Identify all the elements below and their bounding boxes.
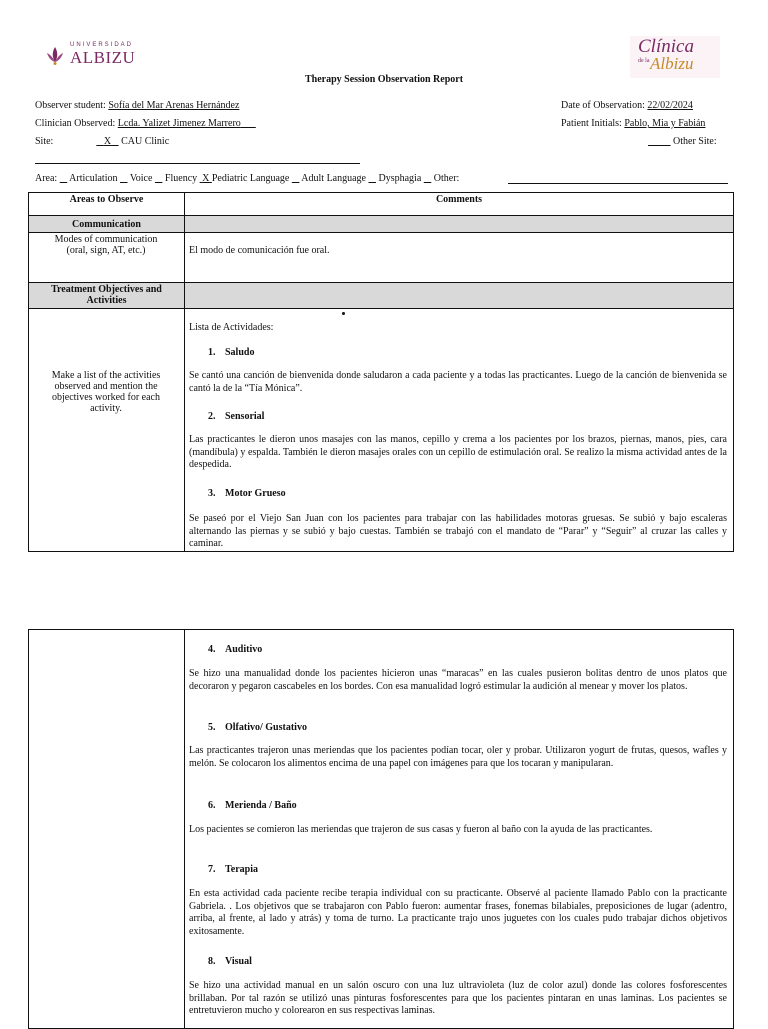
observer-label: Observer student: <box>35 100 106 111</box>
other-site-line <box>648 136 717 148</box>
activity-6-text: Los pacientes se comieron las meriendas que trajeron de sus casas y fueron al baño con la ayuda de las practicantes. <box>189 824 653 835</box>
activity-list-title: Lista de Actividades: <box>189 322 274 333</box>
site-label: Site: <box>35 136 54 147</box>
clinician-value: Lcda. Yalizet Jimenez Marrero <box>117 118 241 129</box>
activity-8-name: Visual <box>225 956 252 967</box>
activity-3-text: Se paseó por el Viejo San Juan con los pacientes para trabajar con las habilidades motoras gruesas. Se subió y bajo escaleras alternando las piernas y se subió y bajo cuestas. También se trabajó con el mandato de “Parar” y “Seguir” al cruzar las calles y caminar. <box>189 513 727 549</box>
area-voice: Voice <box>129 173 153 184</box>
date-line <box>561 100 693 112</box>
patient-line <box>561 118 705 130</box>
area-pediatric-mark: X <box>202 173 210 184</box>
activity-2-name: Sensorial <box>225 411 265 422</box>
table-column-divider <box>184 629 185 1029</box>
activity-5-title <box>208 722 307 733</box>
activity-4-name: Auditivo <box>225 644 263 655</box>
col-areas-header: Areas to Observe <box>69 194 144 205</box>
activity-6-title <box>208 800 297 811</box>
objectives-shade <box>185 283 733 308</box>
communication-shade <box>185 216 733 232</box>
activity-3-name: Motor Grueso <box>225 488 286 499</box>
albizu-university-logo <box>44 40 154 70</box>
observer-value: Sofía del Mar Arenas Hernández <box>108 100 240 111</box>
lotus-icon <box>44 44 66 66</box>
activity-3-title <box>208 488 286 499</box>
area-pediatric: Pediatric Language <box>211 173 290 184</box>
header-rule <box>35 163 360 164</box>
stray-dot <box>342 312 345 315</box>
activity-8-text: Se hizo una actividad manual en un salón oscuro con una luz ultravioleta (luz de color azul) donde las colores fosforescentes brillaban. Por tal razón se utilizó unas pinturas fosforescentes para que los pacientes pintaran en unas laminas. Los pacientes se entretuvieron mucho y colorearon en sus respectivas laminas. <box>189 980 727 1016</box>
date-label: Date of Observation: <box>561 100 645 111</box>
activity-1-name: Saludo <box>225 347 255 358</box>
activity-6-name: Merienda / Baño <box>225 800 297 811</box>
site-options: CAU Clinic <box>121 136 170 147</box>
area-adult: Adult Language <box>301 173 366 184</box>
table-column-divider <box>184 192 185 552</box>
activity-5-text: Las practicantes trajeron unas meriendas que los pacientes podían tocar, oler y probar. Utilizaron yogurt de frutas, quesos, wafles y melón. Se colocaron los alimentos encima de una papel con imágenes para que los tocaran y manipularan. <box>189 745 727 769</box>
modes-comment: El modo de comunicación fue oral. <box>189 245 330 256</box>
patient-label: Patient Initials: <box>561 118 622 129</box>
activity-8-title <box>208 956 252 967</box>
activity-3-number: 3. <box>208 488 216 499</box>
activity-4-number: 4. <box>208 644 216 655</box>
logo-dela-text: de la <box>638 58 650 64</box>
logo-albizu-script-text: Albizu <box>650 54 694 73</box>
observer-line <box>35 100 239 112</box>
table-row-divider <box>28 232 734 233</box>
activity-7-number: 7. <box>208 864 216 875</box>
other-site-label: Other Site: <box>673 136 717 147</box>
col-comments-header: Comments <box>435 194 483 205</box>
area-articulation: Articulation <box>69 173 118 184</box>
table-row-divider <box>28 308 734 309</box>
activity-2-number: 2. <box>208 411 216 422</box>
area-dysphagia: Dysphagia <box>378 173 422 184</box>
activity-2-text: Las practicantes le dieron unos masajes con las manos, cepillo y crema a los pacientes por los brazos, piernas, manos, pies, cara (mandíbula) y espalda. También le dieron masajes orales con un cepillo de estimulación oral. Se realizo la misma actividad antes de la despedida. <box>189 434 727 470</box>
activity-5-number: 5. <box>208 722 216 733</box>
activity-5-name: Olfativo/ Gustativo <box>225 722 307 733</box>
activity-1-number: 1. <box>208 347 216 358</box>
other-rule <box>508 183 728 184</box>
objectives-header: Treatment Objectives and Activities <box>51 284 162 306</box>
activity-7-title <box>208 864 258 875</box>
activity-4-title <box>208 644 262 655</box>
logo-clinica-text: Clínica <box>638 36 694 57</box>
communication-header: Communication <box>72 219 141 230</box>
site-line <box>35 136 169 148</box>
logo-albizu-text: ALBIZU <box>70 48 136 67</box>
area-other: Other: <box>433 173 460 184</box>
report-title: Therapy Session Observation Report <box>304 74 464 85</box>
activity-1-title <box>208 347 254 358</box>
logo-university-text: UNIVERSIDAD <box>70 42 134 48</box>
patient-value: Pablo, Mia y Fabián <box>624 118 706 129</box>
area-fluency: Fluency <box>164 173 198 184</box>
activity-7-name: Terapia <box>225 864 258 875</box>
clinica-albizu-logo <box>630 36 720 78</box>
clinician-label: Clinician Observed: <box>35 118 116 129</box>
activity-1-text: Se cantó una canción de bienvenida donde saludaron a cada paciente y a todas las practicantes. Luego de la canción de bienvenida se cantó la de la “Tía Mónica”. <box>189 370 727 394</box>
clinician-line <box>35 118 256 130</box>
activity-4-text: Se hizo una manualidad donde los pacientes hicieron unas “maracas” en las cuales pusieron bolitas dentro de unos platos que decoraron y pegaron cascabeles en los bordes. Con esa manualidad logró estimular la audición al menear y mover los platos. <box>189 668 727 692</box>
activity-8-number: 8. <box>208 956 216 967</box>
activity-2-title <box>208 411 264 422</box>
modes-label: Modes of communication (oral, sign, AT, etc.) <box>54 234 158 256</box>
date-value: 22/02/2024 <box>647 100 693 111</box>
activity-7-text: En esta actividad cada paciente recibe terapia individual con su practicante. Observé al paciente llamado Pablo con la practicante Gabriela. . Los objetivos que se trabajaron con Pablo fueron: aumentar frases, fonemas bilabiales, preposiciones de lugar (adentro, arriba, al frente, al lado y atrás) y toma de turno. La practicante trajo unos juguetes con los cuales pudo trabajar dichos objetivos exitosamente. <box>189 888 727 937</box>
site-mark: X <box>103 136 112 147</box>
area-label: Area: <box>35 173 58 184</box>
activity-6-number: 6. <box>208 800 216 811</box>
objectives-instruction: Make a list of the activities observed and mention the objectives worked for each activity. <box>51 370 161 414</box>
